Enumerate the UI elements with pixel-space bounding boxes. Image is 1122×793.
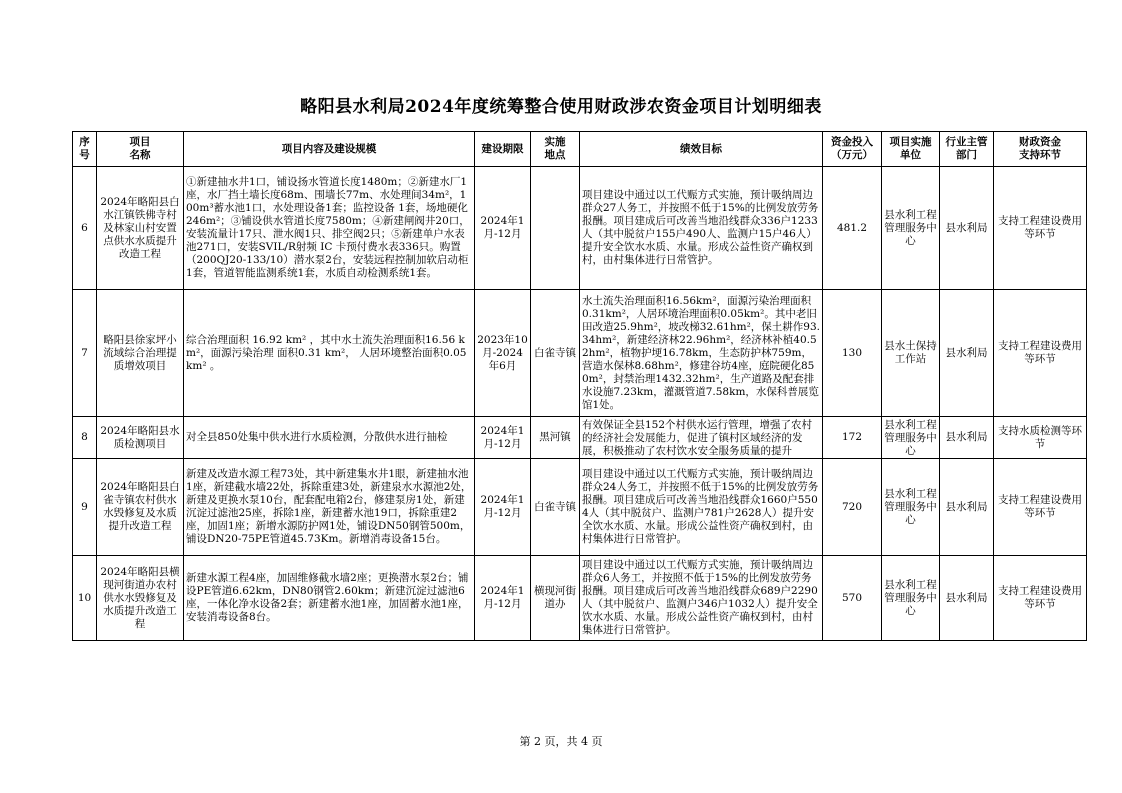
header-support: 财政资金 支持环节: [994, 132, 1087, 167]
row-content: [184, 417, 475, 459]
row-unit: [882, 290, 940, 417]
row-no: [73, 556, 97, 641]
row-place-text: 黑河镇: [539, 431, 571, 443]
row-unit: [882, 556, 940, 641]
table-row: [73, 459, 1087, 556]
row-place: [531, 459, 580, 556]
row-period: [475, 556, 531, 641]
row-content-text: 新建及改造水源工程73处，其中新建集水井1眼，新建抽水池1座，新建截水墙22处，拆除重建3处，新建泉水水源池2处，新建及更换水泵10台，配套配电箱2台，修建泵房1处，新建沉淀过滤池25座，拆除1座，新建蓄水池19口，拆除重建2座，加固1座；新增水源防护网1处，铺设DN50钢管500m，铺设DN20-75PE管道45.73Km。新增消毒设备15台。: [186, 468, 472, 545]
row-unit: [882, 167, 940, 290]
row-unit-text: 县水利工程管理服务中心: [884, 418, 937, 457]
row-name-text: 略阳县徐家坪小流域综合治理提质增效项目: [103, 333, 177, 372]
row-fund-text: 172: [841, 431, 863, 443]
row-no: [73, 290, 97, 417]
row-fund: [823, 290, 882, 417]
header-no: 序号: [73, 132, 97, 167]
row-fund: [823, 459, 882, 556]
row-fund-text: 130: [841, 346, 863, 359]
row-goal: [580, 556, 823, 641]
header-unit: 项目实施 单位: [882, 132, 940, 167]
row-content: [184, 167, 475, 290]
row-goal: [580, 167, 823, 290]
row-goal-text: 项目建设中通过以工代赈方式实施，预计吸纳周边群众24人务工，并按照不低于15%的比例发放劳务报酬。项目建成后可改善当地沿线群众1660户5504人（其中脱贫户、监测户781户2628人）提升安全饮水水质、水量。形成公益性资产确权到村，由村集体进行日常管护。: [582, 468, 819, 545]
row-dept-text: 县水利局: [945, 431, 988, 443]
row-place-text: 白雀寺镇: [534, 500, 576, 513]
row-period: [475, 417, 531, 459]
row-dept: [940, 417, 994, 459]
row-place: [531, 417, 580, 459]
row-no-text: 6: [81, 221, 88, 234]
row-goal-text: 项目建设中通过以工代赈方式实施，预计吸纳周边群众6人务工，并按照不低于15%的比例发放劳务报酬。项目建成后可改善当地沿线群众689户2290人（其中脱贫户、监测户346户1032人）提升安全饮水水质、水量。形成公益性资产确权到村，由村集体进行日常管护。: [582, 559, 818, 636]
table-row: [73, 167, 1087, 290]
row-unit-text: 县水利工程管理服务中心: [884, 487, 937, 526]
row-dept-text: 县水利局: [945, 591, 988, 604]
row-fund-text: 481.2: [836, 221, 868, 234]
row-no-text: 10: [77, 591, 92, 604]
row-no: [73, 167, 97, 290]
row-name: [97, 167, 184, 290]
header-period: 建设期限: [475, 132, 531, 167]
row-content: [184, 290, 475, 417]
row-name-text: 2024年略阳县横现河街道办农村供水水毁修复及水质提升改造工程: [100, 565, 180, 630]
row-dept: [940, 167, 994, 290]
row-place-text: 横现河街道办: [534, 585, 576, 610]
header-goal: 绩效目标: [580, 132, 823, 167]
header-name: 项目 名称: [97, 132, 184, 167]
row-support: [994, 459, 1087, 556]
row-no-text: 9: [81, 500, 88, 513]
row-name: [97, 417, 184, 459]
row-content-text: 对全县850处集中供水进行水质检测，分散供水进行抽检: [186, 431, 448, 443]
row-place: [531, 290, 580, 417]
row-name-text: 2024年略阳县白雀寺镇农村供水水毁修复及水质提升改造工程: [100, 481, 180, 532]
row-period: [475, 459, 531, 556]
row-place: [531, 167, 580, 290]
row-support: [994, 290, 1087, 417]
row-dept-text: 县水利局: [945, 221, 988, 234]
project-table: [72, 131, 1087, 641]
row-support: [994, 167, 1087, 290]
row-goal-text: 有效保证全县152个村供水运行管理，增强了农村的经济社会发展能力，促进了镇村区域经济的发展，积极推动了农村饮水安全服务质量的提升: [582, 418, 813, 457]
row-unit-text: 县水土保持工作站: [884, 340, 937, 365]
row-fund: [823, 556, 882, 641]
row-fund: [823, 167, 882, 290]
row-no: [73, 417, 97, 459]
row-support-text: 支持水质检测等环节: [998, 424, 1082, 450]
row-content-text: 新建水源工程4座，加固维修截水墙2座；更换潜水泵2台；铺设PE管道6.62km，DN80钢管2.60km；新建沉淀过滤池6座，一体化净水设备2套；新建蓄水池1座，加固蓄水池1座，安装消毒设备8台。: [186, 572, 469, 623]
row-dept: [940, 290, 994, 417]
row-no: [73, 459, 97, 556]
header-place: 实施 地点: [531, 132, 580, 167]
table-row: [73, 556, 1087, 641]
table-row: [73, 417, 1087, 459]
row-dept-text: 县水利局: [945, 500, 988, 513]
row-unit: [882, 417, 940, 459]
row-goal: [580, 290, 823, 417]
row-period-text: 2024年1月-12月: [480, 215, 525, 240]
row-no-text: 7: [81, 346, 88, 359]
header-dept: 行业主管 部门: [940, 132, 994, 167]
row-support-text: 支持工程建设费用等环节: [998, 340, 1082, 365]
header-fund: 资金投入 （万元）: [823, 132, 882, 167]
page-title: 略阳县水利局2024年度统筹整合使用财政涉农资金项目计划明细表: [300, 97, 822, 117]
row-dept: [940, 459, 994, 556]
row-name: [97, 459, 184, 556]
row-name: [97, 556, 184, 641]
row-fund-text: 570: [841, 591, 863, 604]
row-period-text: 2024年1月-12月: [480, 494, 525, 519]
row-goal: [580, 417, 823, 459]
row-goal: [580, 459, 823, 556]
row-unit: [882, 459, 940, 556]
row-name-text: 2024年略阳县白水江镇铁佛寺村及林家山村安置点供水水质提升改造工程: [100, 195, 180, 260]
row-name-text: 2024年略阳县水质检测项目: [100, 424, 180, 450]
row-place: [531, 556, 580, 641]
row-period: [475, 290, 531, 417]
row-support-text: 支持工程建设费用等环节: [998, 585, 1082, 610]
row-period-text: 2024年1月-12月: [480, 424, 525, 450]
row-support: [994, 556, 1087, 641]
row-period-text: 2024年1月-12月: [480, 585, 525, 610]
row-support-text: 支持工程建设费用等环节: [998, 215, 1082, 240]
row-goal-text: 水土流失治理面积16.56km²，面源污染治理面积0.31km²，人居环境治理面积0.05km²。其中老旧田改造25.9hm²，坡改梯32.61hm²，保土耕作93.34hm²，新建经济林22.96hm²，经济林补植40.52hm²，植物护埂16.78km，生态防护林759m，营造水保林8.68hm²，修建谷坊4座，庭院硬化850m²，封禁治理1432.32hm²，生产道路及配套排水设施7.23km，灌溉管道7.58km，水保科普展览馆1处。: [582, 294, 820, 411]
header-content: 项目内容及建设规模: [184, 132, 475, 167]
row-support-text: 支持工程建设费用等环节: [998, 494, 1082, 519]
row-goal-text: 项目建设中通过以工代赈方式实施，预计吸纳周边群众27人务工，并按照不低于15%的比例发放劳务报酬。项目建成后可改善当地沿线群众336户1233人（其中脱贫户155户490人、监测户15户46人）提升安全饮水水质、水量。形成公益性资产确权到村，由村集体进行日常管护。: [582, 189, 819, 266]
row-support: [994, 417, 1087, 459]
row-unit-text: 县水利工程管理服务中心: [884, 578, 937, 617]
row-period-text: 2023年10月-2024年6月: [477, 333, 528, 372]
row-unit-text: 县水利工程管理服务中心: [884, 208, 937, 247]
row-content-text: 综合治理面积 16.92 km² ，其中水土流失治理面积16.56 km²，面源污染治理 面积0.31 km²， 人居环境整治面积0.05km² 。: [186, 333, 467, 372]
row-content-text: ①新建抽水井1口，铺设扬水管道长度1480m；②新建水厂1座，水厂挡土墙长度68m、围墙长77m、水处理间34m²，100m³蓄水池1口，水处理设备1套；监控设备 1套，场地硬化246m²；③铺设供水管道长度7580m；④新建闸阀井20口，安装流量计17只、泄水阀1只、排空阀2只；⑤新建单户水表池271口，安装SVIL/R射频 IC 卡预付费水表336只。购置（200QJ20-133/10）潜水泵2台，安装远程控制加软启动柜1套，管道智能监测系统1套，水质自动检测系统1套。: [186, 176, 470, 279]
table-header-row: [73, 132, 1087, 167]
row-name: [97, 290, 184, 417]
row-fund-text: 720: [841, 500, 863, 513]
row-content: [184, 459, 475, 556]
row-period: [475, 167, 531, 290]
row-no-text: 8: [81, 431, 88, 443]
row-fund: [823, 417, 882, 459]
row-dept: [940, 556, 994, 641]
row-dept-text: 县水利局: [945, 346, 988, 359]
row-content: [184, 556, 475, 641]
table-row: [73, 290, 1087, 417]
row-place-text: 白雀寺镇: [534, 346, 576, 359]
page-footer: 第 2 页，共 4 页: [519, 735, 603, 748]
